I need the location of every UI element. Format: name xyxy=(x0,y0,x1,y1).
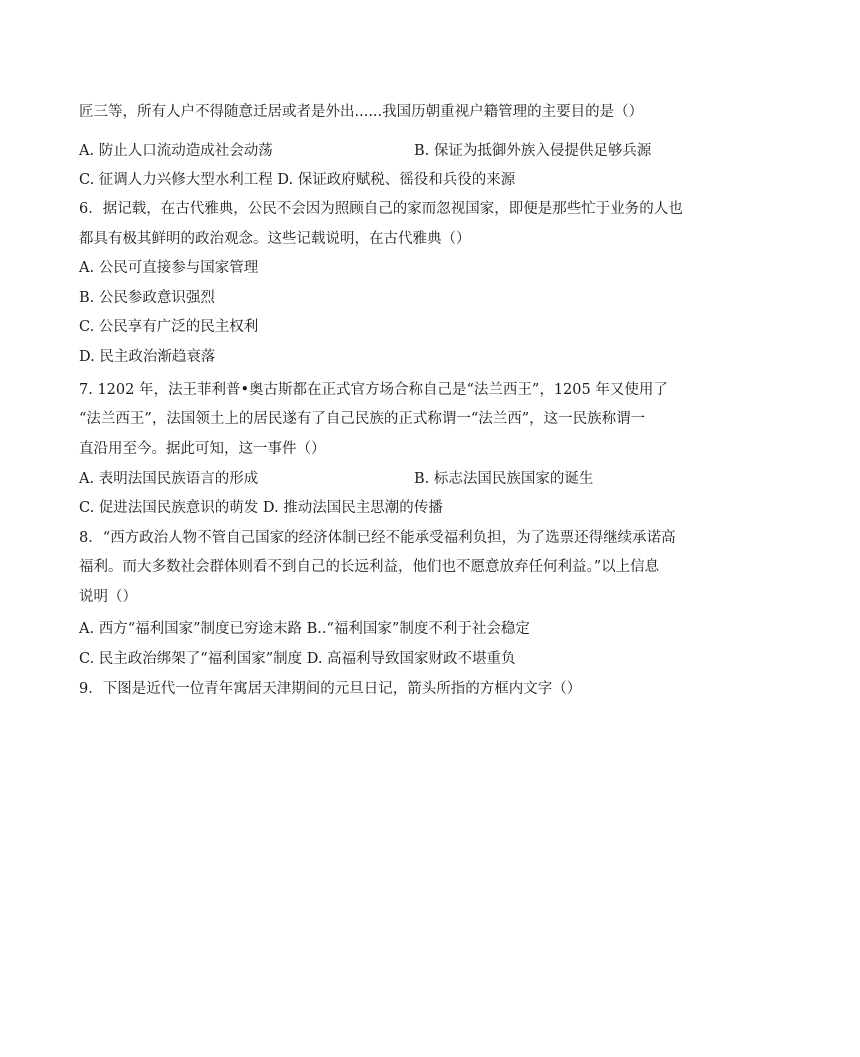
q6-option-a: A. 公民可直接参与国家管理 xyxy=(79,260,259,276)
q6-option-c: C. 公民享有广泛的民主权利 xyxy=(79,319,259,335)
q7-stem-line3: 直沿用至今。据此可知，这一事件（） xyxy=(79,441,326,457)
q8-stem-line3: 说明（） xyxy=(79,589,137,605)
q9-stem-line1: 9．下图是近代一位青年寓居天津期间的元旦日记，箭头所指的方框内文字（） xyxy=(79,681,582,697)
q8-option-cd: C. 民主政治绑架了“福利国家”制度 D. 高福利导致国家财政不堪重负 xyxy=(79,651,516,667)
q5-option-b: B. 保证为抵御外族入侵提供足够兵源 xyxy=(414,143,652,159)
q7-option-a: A. 表明法国民族语言的形成 xyxy=(79,471,259,487)
q6-option-b: B. 公民参政意识强烈 xyxy=(79,290,215,306)
q7-stem-line2: “法兰西王”，法国领土上的居民遂有了自己民族的正式称谓一“法兰西”，这一民族称谓一 xyxy=(79,411,646,427)
q7-option-b: B. 标志法国民族国家的诞生 xyxy=(414,471,594,487)
q6-stem-line2: 都具有极其鲜明的政治观念。这些记载说明，在古代雅典（） xyxy=(79,231,471,247)
q5-stem-tail: 匠三等，所有人户不得随意迁居或者是外出......我国历朝重视户籍管理的主要目的是（） xyxy=(79,104,644,120)
q8-stem-line1: 8．“西方政治人物不管自己国家的经济体制已经不能承受福利负担，为了选票还得继续承诺高 xyxy=(79,530,676,546)
q6-stem-line1: 6．据记载，在古代雅典，公民不会因为照顾自己的家而忽视国家，即便是那些忙于业务的人也 xyxy=(79,201,683,217)
q8-stem-line2: 福利。而大多数社会群体则看不到自己的长远利益，他们也不愿意放弃任何利益。”以上信息 xyxy=(79,559,660,575)
q8-option-ab: A. 西方“福利国家”制度已穷途末路 B..“福利国家”制度不利于社会稳定 xyxy=(79,621,530,637)
q6-option-d: D. 民主政治渐趋衰落 xyxy=(79,349,216,365)
q7-option-cd: C. 促进法国民族意识的萌发 D. 推动法国民主思潮的传播 xyxy=(79,500,443,516)
q5-option-a: A. 防止人口流动造成社会动荡 xyxy=(79,143,273,159)
q7-stem-line1: 7. 1202 年，法王菲利普•奥古斯都在正式官方场合称自己是“法兰西王”，1205 年又使用了 xyxy=(79,382,668,398)
q5-option-cd: C. 征调人力兴修大型水利工程 D. 保证政府赋税、徭役和兵役的来源 xyxy=(79,172,516,188)
